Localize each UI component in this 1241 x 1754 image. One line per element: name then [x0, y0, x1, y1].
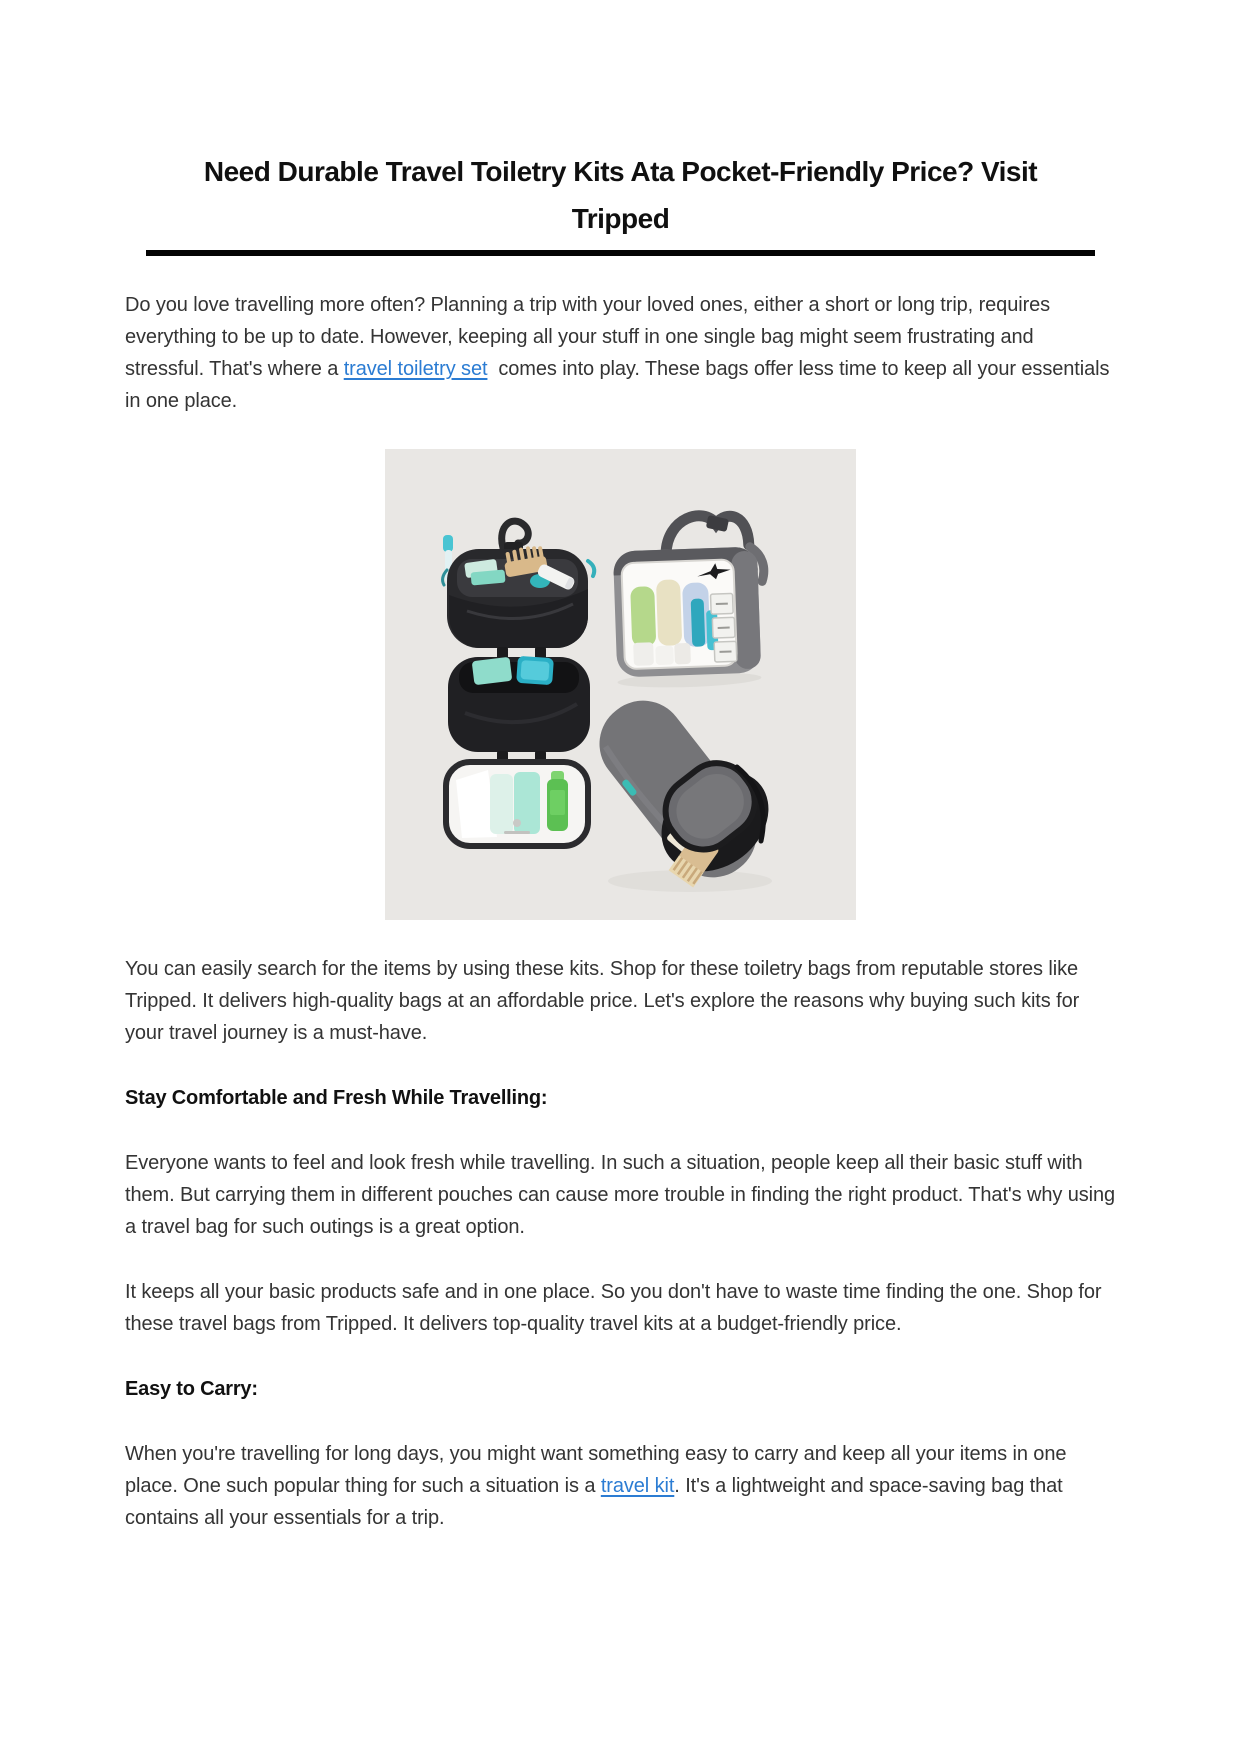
- product-photo-figure: [385, 449, 856, 920]
- green-bottle-graphic: [547, 771, 568, 831]
- hanging-kit-graphic: [443, 521, 595, 846]
- carry-text-after-link: . It's a lightweight and space-saving bag that contains all your essentials for a trip.: [125, 1475, 1063, 1529]
- product-photo-graphic: [385, 449, 856, 920]
- intro-paragraph: [125, 289, 1116, 417]
- after-figure-paragraph: You can easily search for the items by using these kits. Shop for these toiletry bags from reputable stores like Tripped. It delivers high-quality bags at an affordable price. Let's explore the reasons why buying such kits for your travel journey is a must-have.: [125, 958, 1080, 1044]
- page-title-line-2: Tripped: [571, 203, 670, 234]
- intro-text-before-link: Do you love travelling more often? Planning a trip with your loved ones, either a short or long trip, requires everything to be up to date. However, keeping all your stuff in one single bag might seem frustrating and stressful. That's where a: [125, 294, 1051, 380]
- section-heading-comfort: Stay Comfortable and Fresh While Travelling:: [125, 1087, 548, 1109]
- carry-text-before-link: When you're travelling for long days, you might want something easy to carry and keep all your items in one place. One such popular thing for such a situation is a: [125, 1443, 1067, 1497]
- title-divider: [146, 250, 1095, 256]
- travel-toiletry-set-link[interactable]: travel toiletry set: [343, 358, 488, 380]
- page-title: [125, 148, 1116, 242]
- comfort-paragraph-2: It keeps all your basic products safe and in one place. So you don't have to waste time finding the one. Shop for these travel bags from Tripped. It delivers top-quality travel kits at a budget-friendly price.: [125, 1281, 1102, 1335]
- section-heading-carry: Easy to Carry:: [125, 1378, 258, 1400]
- intro-text-after-link: comes into play. These bags offer less time to keep all your essentials in one place.: [125, 358, 1110, 412]
- carry-paragraph: [125, 1438, 1116, 1534]
- page-title-line-1: Need Durable Travel Toiletry Kits Ata Pocket-Friendly Price? Visit: [203, 156, 1038, 187]
- travel-kit-link[interactable]: travel kit: [600, 1475, 675, 1497]
- comfort-paragraph-1: Everyone wants to feel and look fresh while travelling. In such a situation, people keep all their basic stuff with them. But carrying them in different pouches can cause more trouble in finding the right product. That's why using a travel bag for such outings is a great option.: [125, 1152, 1116, 1238]
